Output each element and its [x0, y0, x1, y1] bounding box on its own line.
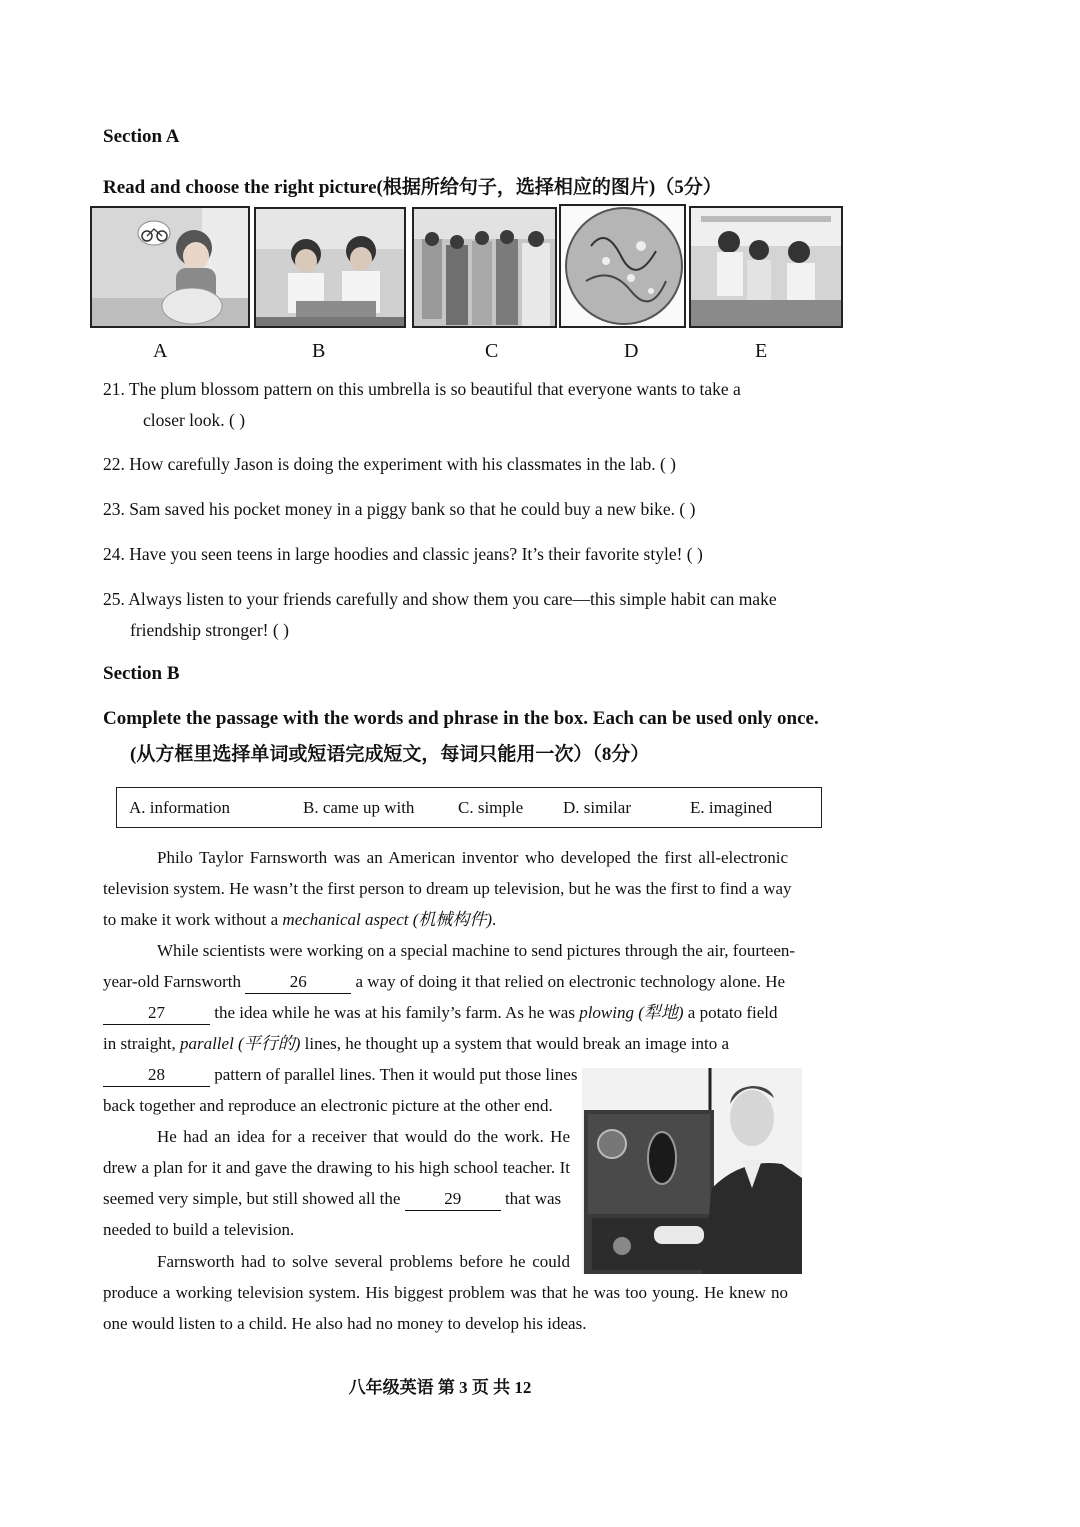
word-option-c: C. simple — [458, 798, 524, 817]
section-b-instruction-cn: (从方框里选择单词或短语完成短文，每词只能用一次）（8分） — [130, 744, 650, 765]
passage-p2-line6: back together and reproduce an electronic picture at the other end. — [103, 1096, 553, 1115]
passage-p4-line2: produce a working television system. His biggest problem was that he was too young. He knew no — [103, 1283, 788, 1302]
passage-p3-line1: He had an idea for a receiver that would do the work. He — [157, 1127, 570, 1146]
picture-label-b: B — [312, 340, 326, 362]
passage-p2-line5: 28 pattern of parallel lines. Then it would put those lines — [103, 1059, 577, 1090]
farnsworth-photo — [582, 1068, 802, 1274]
section-b-title: Section B — [103, 663, 180, 684]
word-option-d: D. similar — [563, 798, 631, 817]
page-footer: 八年级英语 第 3 页 共 12 — [348, 1378, 532, 1397]
word-option-b: B. came up with — [303, 798, 415, 817]
passage-p2-line1: While scientists were working on a special machine to send pictures through the air, fourteen- — [157, 941, 796, 960]
question-23: 23. Sam saved his pocket money in a piggy bank so that he could buy a new bike. ( ) — [103, 499, 696, 519]
section-b-instruction: Complete the passage with the words and phrase in the box. Each can be used only once. — [103, 708, 819, 729]
picture-label-c: C — [485, 340, 499, 362]
blank-29[interactable]: 29 — [405, 1188, 501, 1211]
passage-p1-line3: to make it work without a mechanical aspect (机械构件). — [103, 910, 497, 929]
picture-label-e: E — [755, 340, 768, 362]
word-box — [116, 787, 822, 828]
passage-p3-line4: needed to build a television. — [103, 1220, 295, 1239]
section-a-title: Section A — [103, 126, 180, 147]
passage-p4-line1: Farnsworth had to solve several problems before he could — [157, 1252, 570, 1271]
picture-b — [254, 207, 406, 328]
question-22: 22. How carefully Jason is doing the experiment with his classmates in the lab. ( ) — [103, 454, 676, 474]
word-option-e: E. imagined — [690, 798, 773, 817]
passage-p4-line3: one would listen to a child. He also had no money to develop his ideas. — [103, 1314, 587, 1333]
blank-27[interactable]: 27 — [103, 1002, 210, 1025]
passage-p1-line1: Philo Taylor Farnsworth was an American inventor who developed the first all-electronic — [157, 848, 788, 867]
passage-p2-line2: year-old Farnsworth 26 a way of doing it that relied on electronic technology alone. He — [103, 966, 788, 997]
question-21-line2: closer look. ( ) — [143, 410, 246, 430]
passage-p3-line3: seemed very simple, but still showed all the 29 that was — [103, 1183, 561, 1214]
picture-c — [412, 207, 557, 328]
passage-p3-line2: drew a plan for it and gave the drawing to his high school teacher. It — [103, 1158, 570, 1177]
passage-p2-line3: 27 the idea while he was at his family’s farm. As he was plowing (犁地) a potato field — [103, 997, 788, 1028]
question-25-line1: 25. Always listen to your friends carefully and show them you care—this simple habit can make — [103, 589, 777, 609]
picture-e — [689, 206, 843, 328]
blank-26[interactable]: 26 — [245, 971, 351, 994]
question-24: 24. Have you seen teens in large hoodies and classic jeans? It’s their favorite style! ( ) — [103, 544, 703, 564]
picture-d — [559, 204, 686, 328]
section-a-instruction: Read and choose the right picture(根据所给句子，选择相应的图片)（5分） — [103, 177, 722, 198]
word-option-a: A. information — [129, 798, 231, 817]
picture-label-d: D — [624, 340, 639, 362]
picture-a — [90, 206, 250, 328]
blank-28[interactable]: 28 — [103, 1064, 210, 1087]
picture-label-a: A — [153, 340, 168, 362]
question-21-line1: 21. The plum blossom pattern on this umbrella is so beautiful that everyone wants to take a — [103, 379, 741, 399]
passage-p1-line2: television system. He wasn’t the first person to dream up television, but he was the first to find a way — [103, 879, 792, 898]
passage-p2-line4: in straight, parallel (平行的) lines, he thought up a system that would break an image into a — [103, 1034, 730, 1053]
question-25-line2: friendship stronger! ( ) — [130, 620, 289, 640]
